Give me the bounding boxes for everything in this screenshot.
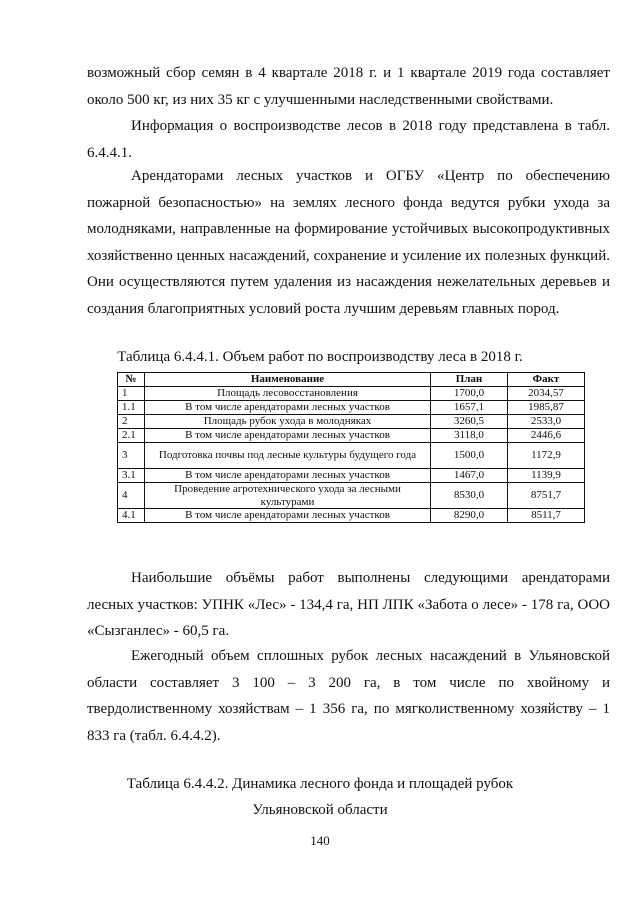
row-plan: 8530,0 <box>431 483 508 509</box>
header-plan: План <box>431 373 508 387</box>
table-row <box>118 509 585 523</box>
row-plan: 1467,0 <box>431 469 508 483</box>
table-row <box>118 415 585 429</box>
row-fact: 1172,9 <box>508 443 585 469</box>
row-fact: 2034,57 <box>508 387 585 401</box>
row-fact: 8511,7 <box>508 509 585 523</box>
row-number: 1 <box>118 387 145 401</box>
row-fact: 8751,7 <box>508 483 585 509</box>
row-name: Площадь рубок ухода в молодняках <box>145 415 431 429</box>
header-fact: Факт <box>508 373 585 387</box>
table-6-4-4-1-caption: Таблица 6.4.4.1. Объем работ по воспроизводству леса в 2018 г. <box>117 349 523 365</box>
table-row <box>118 443 585 469</box>
row-plan: 3118,0 <box>431 429 508 443</box>
table-6-4-4-2-caption: Таблица 6.4.4.2. Динамика лесного фонда и площадей рубок Ульяновской области <box>126 776 514 818</box>
row-number: 2 <box>118 415 145 429</box>
paragraph-reproduction-info: Информация о воспроизводстве лесов в 2018 году представлена в табл. 6.4.4.1. <box>87 118 610 161</box>
header-number: № <box>118 373 145 387</box>
paragraph-thinning: Арендаторами лесных участков и ОГБУ «Центр по обеспечению пожарной безопасностью» на землях лесного фонда ведутся рубки ухода за молодняками, направленные на формирование устойчивых высокопродуктивных хозяйственно ценных насаждений, сохранение и усиление их полезных функций. Они осуществляются путем удаления из насаждения нежелательных деревьев и создания благоприятных условий роста лучшим деревьям главных пород. <box>87 168 610 317</box>
row-plan: 3260,5 <box>431 415 508 429</box>
table-header-row <box>118 373 585 387</box>
row-plan: 1657,1 <box>431 401 508 415</box>
table-row <box>118 469 585 483</box>
row-number: 4.1 <box>118 509 145 523</box>
row-name: В том числе арендаторами лесных участков <box>145 509 431 523</box>
row-fact: 1139,9 <box>508 469 585 483</box>
row-plan: 1700,0 <box>431 387 508 401</box>
row-number: 3.1 <box>118 469 145 483</box>
row-number: 3 <box>118 443 145 469</box>
row-name: Площадь лесовосстановления <box>145 387 431 401</box>
row-fact: 2533,0 <box>508 415 585 429</box>
page-number: 140 <box>310 833 330 848</box>
paragraph-seed-collection: возможный сбор семян в 4 квартале 2018 г. и 1 квартале 2019 года составляет около 500 кг, из них 35 кг с улучшенными наследственными свойствами. <box>87 65 610 108</box>
table-row <box>118 401 585 415</box>
row-fact: 1985,87 <box>508 401 585 415</box>
row-fact: 2446,6 <box>508 429 585 443</box>
row-name: Проведение агротехнического ухода за лесными культурами <box>145 483 431 509</box>
row-plan: 1500,0 <box>431 443 508 469</box>
row-name: В том числе арендаторами лесных участков <box>145 401 431 415</box>
paragraph-top-tenants: Наибольшие объёмы работ выполнены следующими арендаторами лесных участков: УПНК «Лес» - 134,4 га, НП ЛПК «Забота о лесе» - 178 га, ООО «Сызганлес» - 60,5 га. <box>87 570 610 639</box>
row-number: 1.1 <box>118 401 145 415</box>
paragraph-clear-cutting: Ежегодный объем сплошных рубок лесных насаждений в Ульяновской области составляет 3 100 – 3 200 га, в том числе по хвойному и твердолиственному хозяйствам – 1 356 га, по мягколиственному хозяйству – 1 833 га (табл. 6.4.4.2). <box>87 648 610 744</box>
row-number: 2.1 <box>118 429 145 443</box>
row-number: 4 <box>118 483 145 509</box>
table-row <box>118 387 585 401</box>
row-name: В том числе арендаторами лесных участков <box>145 469 431 483</box>
header-name: Наименование <box>145 373 431 387</box>
table-row <box>118 483 585 509</box>
row-plan: 8290,0 <box>431 509 508 523</box>
row-name: В том числе арендаторами лесных участков <box>145 429 431 443</box>
forest-reproduction-table <box>117 372 585 523</box>
row-name: Подготовка почвы под лесные культуры будущего года <box>145 443 431 469</box>
table-row <box>118 429 585 443</box>
